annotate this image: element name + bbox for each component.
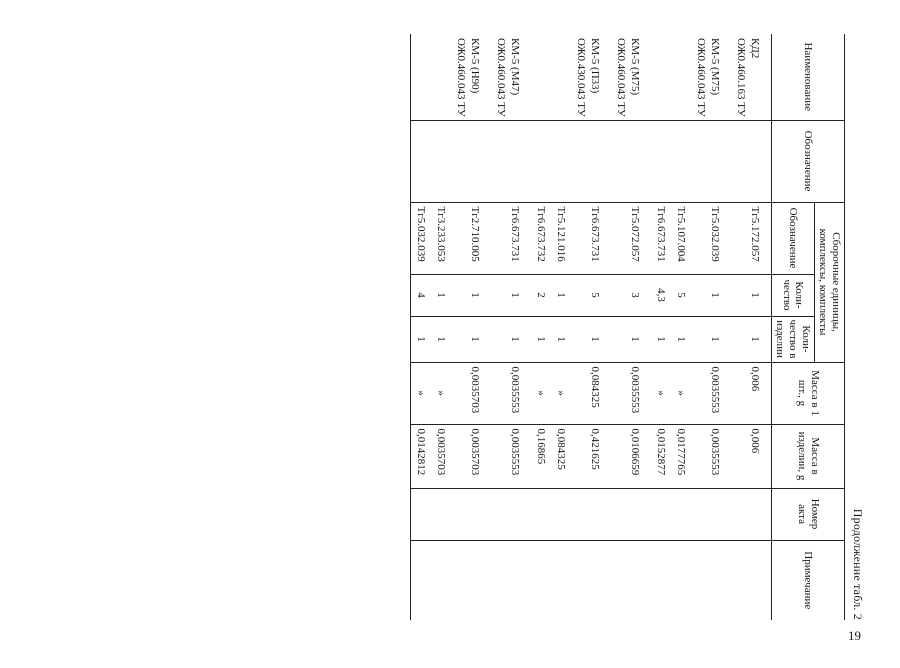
cell-designation (611, 120, 651, 202)
header-assembly-designation: Обозначение (771, 202, 814, 274)
cell-mass-in-product: 0,0035553 (491, 424, 531, 488)
name-line: КМ-5 (М75) (708, 38, 721, 96)
cell-mass-in-product: 0,0035703 (451, 424, 491, 488)
name-line: ОЖ0.460.043 ТУ (454, 38, 467, 117)
header-quantity: Коли-чество (771, 274, 814, 316)
table-row (491, 34, 531, 620)
cell-name (491, 34, 531, 120)
cell-quantity-in-product: 1 (491, 316, 531, 362)
cell-mass-per-unit: 0,0035703 (451, 362, 491, 424)
cell-quantity-in-product: 1 (571, 316, 611, 362)
table-row (571, 34, 611, 620)
cell-quantity-in-product: 1 (671, 316, 691, 362)
cell-note (491, 540, 531, 620)
cell-designation (691, 120, 731, 202)
cell-note (691, 540, 731, 620)
cell-item-number (611, 488, 651, 540)
name-line: ОЖ0.460.043 ТУ (694, 38, 707, 117)
table-row (531, 34, 551, 620)
cell-quantity: 1 (491, 274, 531, 316)
cell-name (671, 34, 691, 120)
name-line: КД2 (748, 38, 761, 59)
cell-assembly-designation: Тг5.172.057 (731, 202, 772, 274)
table-row (451, 34, 491, 620)
cell-name (410, 34, 431, 120)
name-line: ОЖ0.460.043 ТУ (614, 38, 627, 117)
cell-note (611, 540, 651, 620)
table-row (551, 34, 571, 620)
cell-name (431, 34, 451, 120)
cell-quantity: 4,3 (651, 274, 671, 316)
cell-designation (431, 120, 451, 202)
cell-designation (671, 120, 691, 202)
cell-item-number (410, 488, 431, 540)
cell-item-number (691, 488, 731, 540)
cell-designation (651, 120, 671, 202)
cell-quantity-in-product: 1 (731, 316, 772, 362)
cell-quantity: 1 (451, 274, 491, 316)
name-line: ОЖ0.460.043 ТУ (494, 38, 507, 117)
page-number: 19 (848, 628, 861, 643)
table-row (691, 34, 731, 620)
cell-item-number (551, 488, 571, 540)
name-line: КМ-5 (М75) (628, 38, 641, 96)
cell-quantity-in-product: 1 (431, 316, 451, 362)
rotated-table-page (414, 34, 865, 620)
cell-assembly-designation: Тг5.032.039 (691, 202, 731, 274)
cell-assembly-designation: Тг6.673.731 (651, 202, 671, 274)
cell-assembly-designation: Тг5.072.057 (611, 202, 651, 274)
cell-quantity: 1 (431, 274, 451, 316)
name-line: КМ-5 (П33) (588, 38, 601, 94)
cell-quantity-in-product: 1 (531, 316, 551, 362)
cell-mass-in-product: 0,16865 (531, 424, 551, 488)
cell-mass-in-product: 0,0177765 (671, 424, 691, 488)
name-line: ОЖ0.460.163 ТУ (734, 38, 747, 117)
cell-assembly-designation: Тг5.032.039 (410, 202, 431, 274)
name-line: ОЖ0.430.043 ТУ (574, 38, 587, 117)
header-quantity-in-product: Коли-чество в изделии (771, 316, 814, 362)
cell-mass-per-unit: 0,0035553 (491, 362, 531, 424)
cell-assembly-designation: Тг5.107.004 (671, 202, 691, 274)
header-mass-in-product: Масса в изделии, g (771, 424, 844, 488)
cell-mass-in-product: 0,0152877 (651, 424, 671, 488)
cell-item-number (671, 488, 691, 540)
cell-note (431, 540, 451, 620)
cell-assembly-designation: Тг6.673.732 (531, 202, 551, 274)
cell-name (651, 34, 671, 120)
cell-note (410, 540, 431, 620)
cell-mass-in-product: 0,0142812 (410, 424, 431, 488)
cell-name (531, 34, 551, 120)
cell-quantity: 5 (671, 274, 691, 316)
table-row (410, 34, 431, 620)
cell-mass-per-unit: 0,006 (731, 362, 772, 424)
cell-note (671, 540, 691, 620)
cell-mass-per-unit: » (551, 362, 571, 424)
cell-designation (451, 120, 491, 202)
cell-note (731, 540, 772, 620)
cell-note (531, 540, 551, 620)
cell-item-number (651, 488, 671, 540)
header-designation: Обозначение (771, 120, 844, 202)
cell-quantity: 3 (611, 274, 651, 316)
cell-quantity: 4 (410, 274, 431, 316)
cell-item-number (451, 488, 491, 540)
table-row (671, 34, 691, 620)
cell-assembly-designation: Тг3.233.053 (431, 202, 451, 274)
cell-item-number (571, 488, 611, 540)
cell-quantity-in-product: 1 (611, 316, 651, 362)
cell-item-number (491, 488, 531, 540)
cell-designation (531, 120, 551, 202)
cell-name (551, 34, 571, 120)
cell-designation (551, 120, 571, 202)
cell-name (691, 34, 731, 120)
cell-designation (571, 120, 611, 202)
cell-note (451, 540, 491, 620)
cell-designation (410, 120, 431, 202)
header-item-number: Номер акта (771, 488, 844, 540)
cell-mass-in-product: 0,084325 (551, 424, 571, 488)
cell-quantity: 5 (571, 274, 611, 316)
cell-mass-in-product: 0,0106659 (611, 424, 651, 488)
cell-item-number (531, 488, 551, 540)
cell-name (611, 34, 651, 120)
components-table (410, 34, 845, 620)
cell-assembly-designation: Тг6.673.731 (491, 202, 531, 274)
cell-name (571, 34, 611, 120)
cell-note (571, 540, 611, 620)
table-row (611, 34, 651, 620)
cell-quantity-in-product: 1 (451, 316, 491, 362)
cell-mass-per-unit: 0,084325 (571, 362, 611, 424)
cell-quantity-in-product: 1 (691, 316, 731, 362)
cell-mass-per-unit: 0,0035553 (611, 362, 651, 424)
cell-assembly-designation: Тг6.673.731 (571, 202, 611, 274)
cell-mass-in-product: 0,0035703 (431, 424, 451, 488)
table-row (731, 34, 772, 620)
header-note: Примечание (771, 540, 844, 620)
cell-name (731, 34, 772, 120)
cell-mass-per-unit: » (431, 362, 451, 424)
header-assembly-group: Сборочные единицы, комплексы, комплекты (814, 202, 844, 362)
cell-mass-in-product: 0,006 (731, 424, 772, 488)
table-row (431, 34, 451, 620)
cell-quantity-in-product: 1 (410, 316, 431, 362)
continuation-caption: Продолжение табл. 2 (851, 508, 865, 620)
cell-item-number (731, 488, 772, 540)
cell-designation (491, 120, 531, 202)
name-line: КМ-5 (М47) (508, 38, 521, 96)
cell-designation (731, 120, 772, 202)
cell-note (651, 540, 671, 620)
cell-mass-in-product: 0,421625 (571, 424, 611, 488)
cell-quantity-in-product: 1 (551, 316, 571, 362)
cell-quantity: 2 (531, 274, 551, 316)
header-mass-per-unit: Масса в 1 шт., g (771, 362, 844, 424)
cell-assembly-designation: Тг5.121.016 (551, 202, 571, 274)
table-row (651, 34, 671, 620)
cell-quantity: 1 (731, 274, 772, 316)
cell-quantity: 1 (691, 274, 731, 316)
cell-mass-per-unit: » (410, 362, 431, 424)
cell-mass-in-product: 0,0035553 (691, 424, 731, 488)
cell-name (451, 34, 491, 120)
header-name: Наименование (771, 34, 844, 120)
cell-assembly-designation: Тг2.710.005 (451, 202, 491, 274)
cell-note (551, 540, 571, 620)
cell-mass-per-unit: » (651, 362, 671, 424)
table-body (410, 34, 771, 620)
cell-quantity: 1 (551, 274, 571, 316)
cell-item-number (431, 488, 451, 540)
name-line: КМ-5 (Н90) (468, 38, 481, 94)
cell-mass-per-unit: » (671, 362, 691, 424)
cell-mass-per-unit: 0,0035553 (691, 362, 731, 424)
cell-mass-per-unit: » (531, 362, 551, 424)
cell-quantity-in-product: 1 (651, 316, 671, 362)
